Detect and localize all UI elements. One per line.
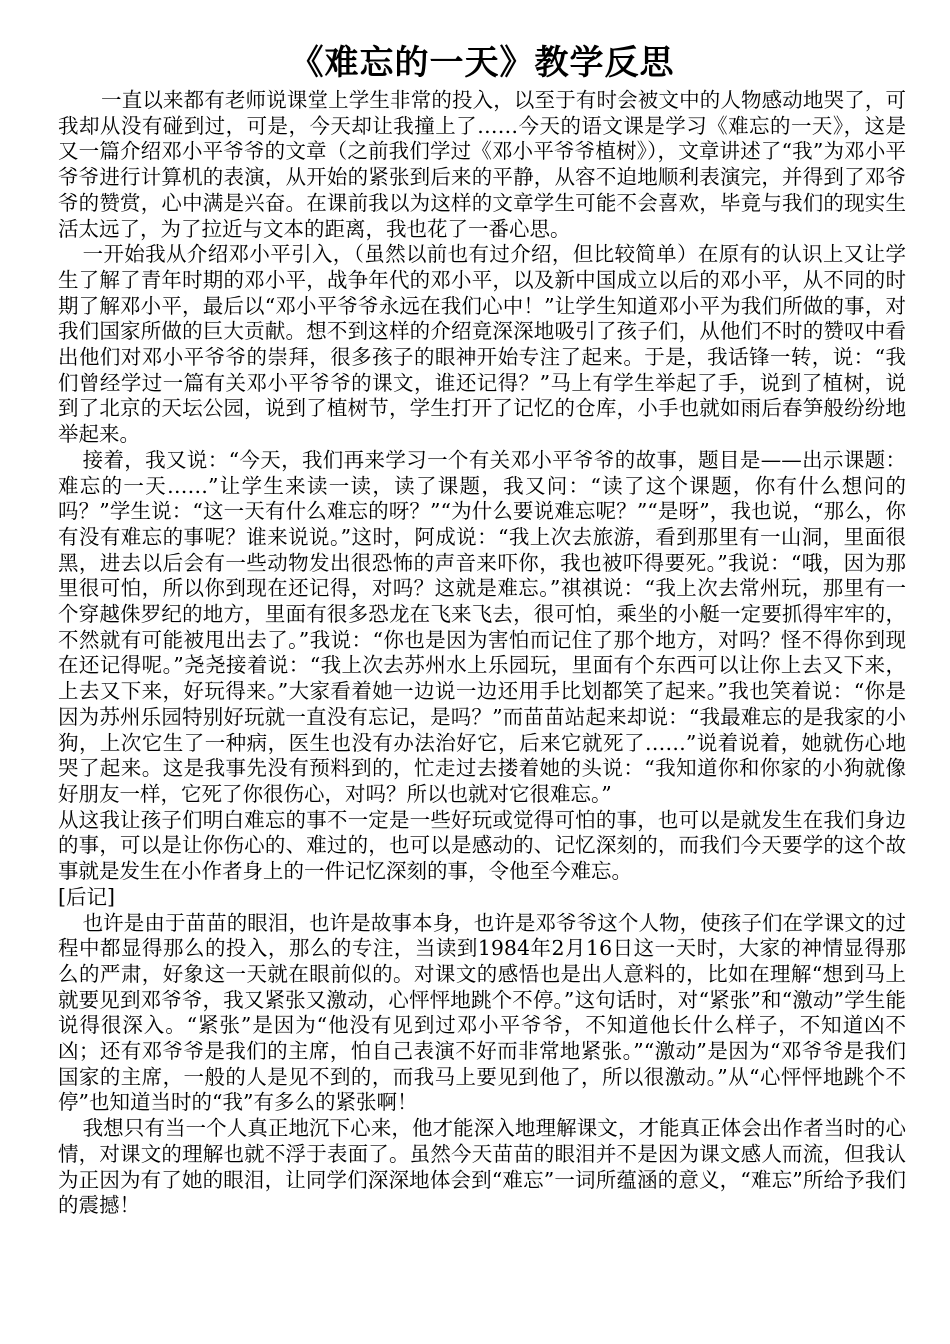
paragraph-postscript-1: 也许是由于苗苗的眼泪，也许是故事本身，也许是邓爷爷这个人物，使孩子们在学课文的过程中都显得那么的投入，那么的专注，当读到1984年2月16日这一天时，大家的神情显得那么的严肃，好象这一天就在眼前似的。对课文的感悟也是出人意料的，比如在理解“想到马上就要见到邓爷爷，我又紧张又激动，心怦怦地跳个不停。”这句话时，对“紧张”和“激动”学生能说得很深入。“紧张”是因为“他没有见到过邓小平爷爷，不知道他长什么样子，不知道凶不凶；还有邓爷爷是我们的主席，怕自己表演不好而非常地紧张。”“激动”是因为“邓爷爷是我们国家的主席，一般的人是见不到的，而我马上要见到他了，所以很激动。”从“心怦怦地跳个不停”也知道当时的“我”有多么的紧张啊！ [58, 910, 906, 1115]
paragraph-class-discussion: 接着，我又说：“今天，我们再来学习一个有关邓小平爷爷的故事，题目是——出示课题：难忘的一天……”让学生来读一读，读了课题，我又问：“读了这个课题，你有什么想问的吗？”学生说：“这一天有什么难忘的呀？”“为什么要说难忘呢？”“是呀”，我也说，“那么，你有没有难忘的事呢？谁来说说。”这时，阿成说：“我上次去旅游，看到那里有一山洞，里面很黑，进去以后会有一些动物发出很恐怖的声音来吓你，我也被吓得要死。”我说：“哦，因为那里很可怕，所以你到现在还记得，对吗？这就是难忘。”祺祺说：“我上次去常州玩，那里有一个穿越侏罗纪的地方，里面有很多恐龙在飞来飞去，很可怕，乘坐的小艇一定要抓得牢牢的，不然就有可能被甩出去了。”我说：“你也是因为害怕而记住了那个地方，对吗？怪不得你到现在还记得呢。”尧尧接着说：“我上次去苏州水上乐园玩，里面有个东西可以让你上去又下来，上去又下来，好玩得来。”大家看着她一边说一边还用手比划都笑了起来。”我也笑着说：“你是因为苏州乐园特别好玩就一直没有忘记，是吗？”而苗苗站起来却说：“我最难忘的是我家的小狗，上次它生了一种病，医生也没有办法治好它，后来它就死了……”说着说着，她就伤心地哭了起来。这是我事先没有预料到的，忙走过去搂着她的头说：“我知道你和你家的小狗就像好朋友一样，它死了你很伤心，对吗？所以也就对它很难忘。” [58, 447, 906, 806]
paragraph-postscript-2: 我想只有当一个人真正地沉下心来，他才能深入地理解课文，才能真正体会出作者当时的心情，对课文的理解也就不浮于表面了。虽然今天苗苗的眼泪并不是因为课文感人而流，但我认为正因为有了她的眼泪，让同学们深深地体会到“难忘”一词所蕴涵的意义，“难忘”所给予我们的震撼！ [58, 1116, 906, 1218]
document-title: 《难忘的一天》教学反思 [289, 43, 675, 83]
paragraph-intro: 一直以来都有老师说课堂上学生非常的投入，以至于有时会被文中的人物感动地哭了，可我却从没有碰到过，可是，今天却让我撞上了……今天的语文课是学习《难忘的一天》，这是又一篇介绍邓小平爷爷的文章（之前我们学过《邓小平爷爷植树》），文章讲述了“我”为邓小平爷爷进行计算机的表演，从开始的紧张到后来的平静，从容不迫地顺利表演完，并得到了邓爷爷的赞赏，心中满是兴奋。在课前我以为这样的文章学生可能不会喜欢，毕竟与我们的现实生活太远了，为了拉近与文本的距离，我也花了一番心思。 [58, 88, 906, 241]
paragraph-introduce-deng: 一开始我从介绍邓小平引入，（虽然以前也有过介绍，但比较简单）在原有的认识上又让学生了解了青年时期的邓小平，战争年代的邓小平，以及新中国成立以后的邓小平，从不同的时期了解邓小平，最后以“邓小平爷爷永远在我们心中！”让学生知道邓小平为我们所做的事，对我们国家所做的巨大贡献。想不到这样的介绍竟深深地吸引了孩子们，从他们不时的赞叹中看出他们对邓小平爷爷的崇拜，很多孩子的眼神开始专注了起来。于是，我话锋一转，说：“我们曾经学过一篇有关邓小平爷爷的课文，谁还记得？”马上有学生举起了手，说到了植树，说到了北京的天坛公园，说到了植树节，学生打开了记忆的仓库，小手也就如雨后春笋般纷纷地举起来。 [58, 242, 906, 447]
paragraph-conclusion: 从这我让孩子们明白难忘的事不一定是一些好玩或觉得可怕的事，也可以是就发生在我们身边的事，可以是让你伤心的、难过的，也可以是感动的、记忆深刻的，而我们今天要学的这个故事就是发生在小作者身上的一件记忆深刻的事，令他至今难忘。 [58, 807, 906, 884]
document-page [58, 40, 906, 1219]
postscript-heading: [后记] [58, 884, 115, 909]
